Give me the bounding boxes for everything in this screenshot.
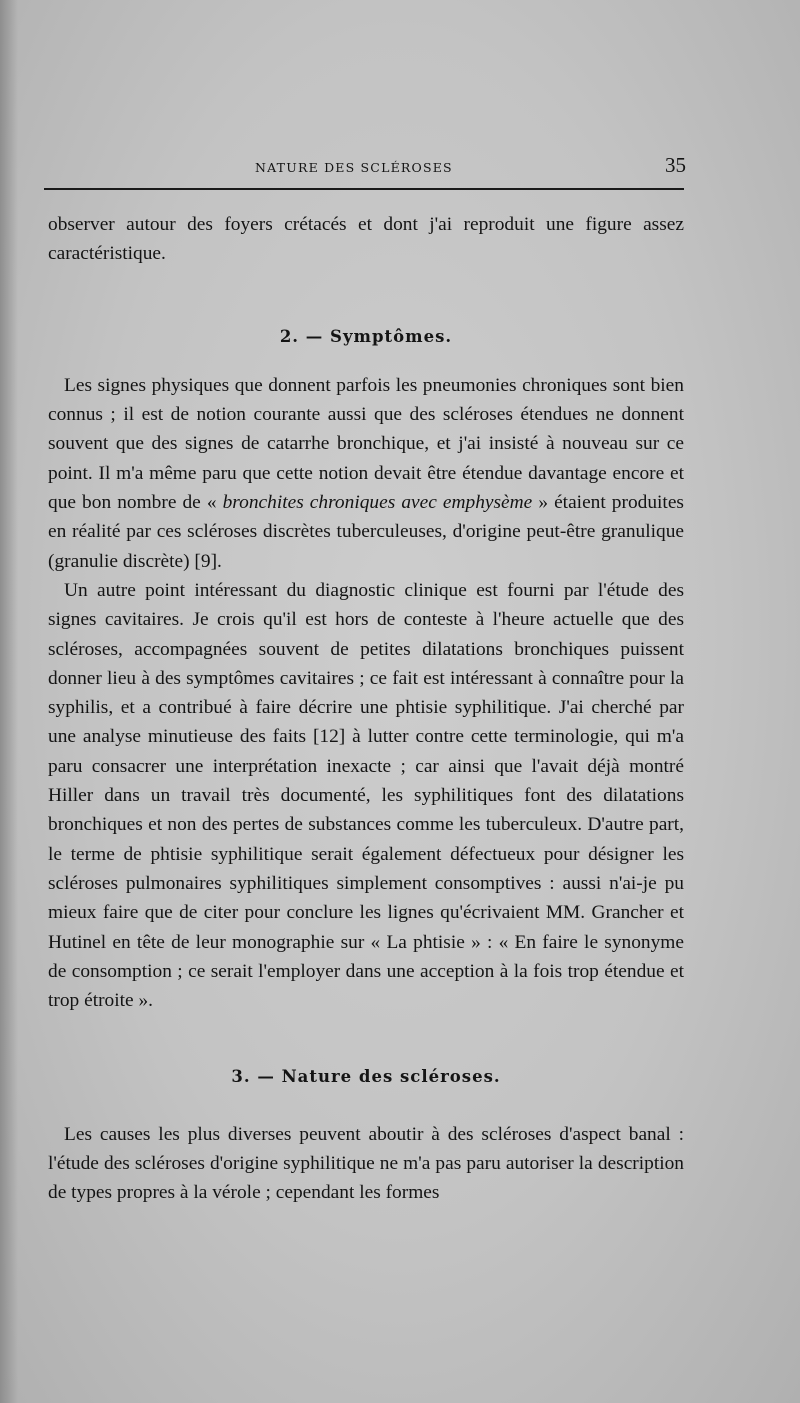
- symptomes-paragraph-1-part-a: Les signes physiques que donnent parfois les pneumonies chroniques sont bien connus ; il est de notion courante aussi que des scléroses étendues ne donnent souvent que des signes de catarrhe bronchique, et j'ai insisté à nouveau sur ce point. Il m'a même paru que cette notion devait être étendue davantage encore et que bon nombre de «: [48, 374, 684, 514]
- page-number: 35: [665, 153, 686, 177]
- nature-paragraph-1: Les causes les plus diverses peuvent aboutir à des scléroses d'aspect banal : l'étude des scléroses d'origine syphilitique ne m'a pas paru autoriser la description de types propres à la vérole ; cependant les formes: [48, 1123, 684, 1204]
- header-rule: [44, 188, 684, 190]
- italic-phrase: bronchites chroniques avec emphysème: [222, 492, 533, 514]
- page-gutter-shadow: [0, 0, 18, 1403]
- intro-paragraph: observer autour des foyers crétacés et dont j'ai reproduit une figure assez caractéristique.: [48, 214, 684, 265]
- running-title: NATURE DES SCLÉROSES: [255, 160, 453, 175]
- section-heading-symptomes: 2. — Symptômes.: [279, 326, 453, 346]
- running-head: [40, 152, 690, 182]
- section-heading-nature: 3. — Nature des scléroses.: [231, 1067, 501, 1087]
- body-text: [48, 210, 684, 1208]
- symptomes-paragraph-1-part-b: » étaient produites en réalité par ces scléroses discrètes tuberculeuses, d'origine peut-être granulique (granulie discrète) [9].: [48, 492, 684, 572]
- symptomes-paragraph-2: Un autre point intéressant du diagnostic clinique est fourni par l'étude des signes cavitaires. Je crois qu'il est hors de conteste à l'heure actuelle que des scléroses, accompagnées souvent de petites dilatations bronchiques puissent donner lieu à des symptômes cavitaires ; ce fait est intéressant à connaître pour la syphilis, et a contribué à faire décrire une phtisie syphilitique. J'ai cherché par une analyse minutieuse des faits [12] à lutter contre cette terminologie, qui m'a paru consacrer une interprétation inexacte ; car ainsi que l'avait déjà montré Hiller dans un travail très documenté, les syphilitiques font des dilatations bronchiques et non des pertes de substances comme les tuberculeux. D'autre part, le terme de phtisie syphilitique serait également défectueux pour désigner les scléroses pulmonaires syphilitiques simplement consomptives : aussi n'ai-je pu mieux faire que de citer pour conclure les lignes qu'écrivaient MM. Grancher et Hutinel en tête de leur monographie sur « La phtisie » : « En faire le synonyme de consomption ; ce serait l'employer dans une acception à la fois trop étendue et trop étroite ».: [48, 579, 684, 1012]
- symptomes-paragraph-1: [48, 371, 684, 576]
